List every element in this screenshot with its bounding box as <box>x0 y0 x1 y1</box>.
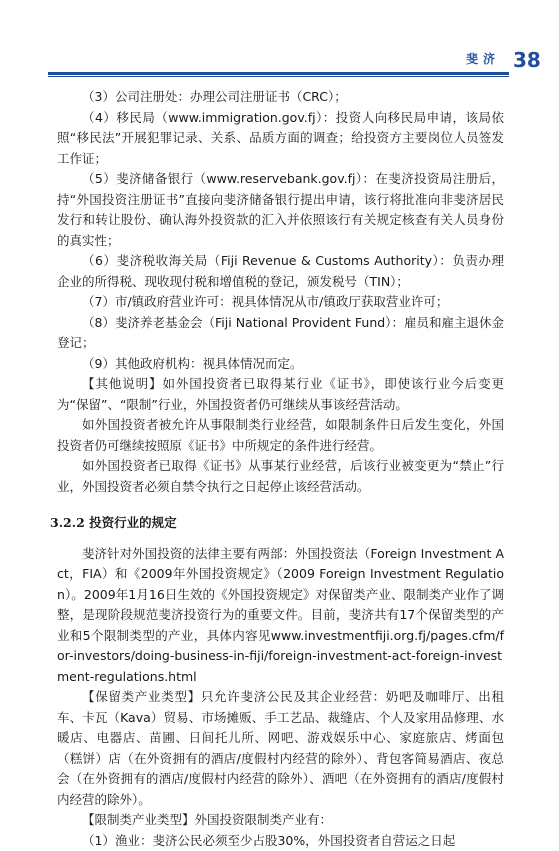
paragraph-restricted-industries: 【限制类产业类型】外国投资限制类产业有： <box>57 810 504 831</box>
paragraph-item-8: （8）斐济养老基金会（Fiji National Provident Fund）：雇员和雇主退休金登记； <box>57 313 504 354</box>
paragraph-item-5: （5）斐济储备银行（www.reservebank.gov.fj）：在斐济投资局注册后，持“外国投资注册证书”直接向斐济储备银行提出申请，该行将批准向非斐济居民发行和转让股份、确认海外投资款的汇入并依照该行有关规定核查有关人员身份的真实性； <box>57 169 504 251</box>
paragraph-restricted-change: 如外国投资者被允许从事限制类行业经营，如限制条件日后发生变化，外国投资者仍可继续按照原《证书》中所规定的条件进行经营。 <box>57 415 504 456</box>
paragraph-laws: 斐济针对外国投资的法律主要有两部：外国投资法（Foreign Investment Act，FIA）和《2009年外国投资规定》（2009 Foreign Investment Regulation）。2009年1月16日生效的《外国投资规定》对保留类产业、限制类产业作了调整，是现阶段规范斐济投资行为的重要文件。目前，斐济共有17个保留类型的产业和5个限制类型的产业，具体内容见www.investmentfiji.org.fj/pages.cfm/for-investors/doing-business-in-fiji/foreign-investment-act-foreign-investment-regulations.html <box>57 544 504 688</box>
paragraph-item-7: （7）市/镇政府营业许可：视具体情况从市/镇政厅获取营业许可； <box>57 292 504 313</box>
page-number: 38 <box>513 48 541 72</box>
header-rule-thin <box>48 76 509 77</box>
page-body <box>57 87 504 851</box>
paragraph-item-3: （3）公司注册处：办理公司注册证书（CRC）； <box>57 87 504 108</box>
paragraph-reserved-industries: 【保留类产业类型】只允许斐济公民及其企业经营：奶吧及咖啡厅、出租车、卡瓦（Kava）贸易、市场摊贩、手工艺品、裁缝店、个人及家用品修理、水暖店、电器店、苗圃、日间托儿所、网吧、游戏娱乐中心、家庭旅店、烤面包（糕饼）店（在外资拥有的酒店/度假村内经营的除外）、背包客简易酒店、夜总会（在外资拥有的酒店/度假村内经营的除外）、酒吧（在外资拥有的酒店/度假村内经营的除外）。 <box>57 687 504 810</box>
paragraph-item-4: （4）移民局（www.immigration.gov.fj）：投资人向移民局申请，该局依照“移民法”开展犯罪记录、关系、品质方面的调查；给投资方主要岗位人员签发工作证； <box>57 108 504 170</box>
paragraph-fishery: （1）渔业：斐济公民必须至少占股30%，外国投资者自营运之日起 <box>57 831 504 851</box>
paragraph-other-notes: 【其他说明】如外国投资者已取得某行业《证书》，即使该行业今后变更为“保留”、“限制”行业，外国投资者仍可继续从事该经营活动。 <box>57 374 504 415</box>
running-header-country: 斐济 <box>466 50 500 67</box>
paragraph-item-6: （6）斐济税收海关局（Fiji Revenue & Customs Authority）：负责办理企业的所得税、现收现付税和增值税的登记，颁发税号（TIN）； <box>57 251 504 292</box>
section-heading: 3.2.2 投资行业的规定 <box>50 513 497 534</box>
paragraph-prohibited-change: 如外国投资者已取得《证书》从事某行业经营，后该行业被变更为“禁止”行业，外国投资者必须自禁令执行之日起停止该经营活动。 <box>57 456 504 497</box>
header-rule <box>48 72 509 75</box>
page-header <box>0 0 559 70</box>
paragraph-item-9: （9）其他政府机构：视具体情况而定。 <box>57 354 504 375</box>
